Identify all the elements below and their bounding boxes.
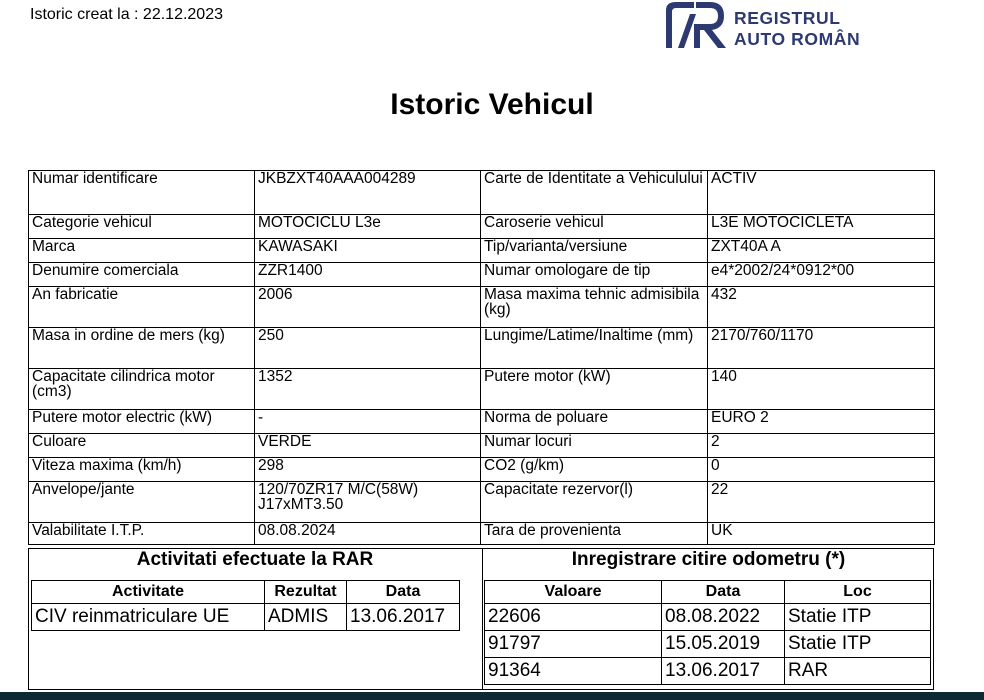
activity-header: Data	[347, 581, 460, 604]
odometer-header: Loc	[785, 581, 931, 604]
created-date: Istoric creat la : 22.12.2023	[30, 6, 223, 23]
odometer-title: Inregistrare citire odometru (*)	[571, 549, 846, 570]
field-label: Putere motor electric (kW)	[29, 410, 255, 434]
field-value: 2	[708, 434, 935, 458]
odometer-cell: Statie ITP	[785, 604, 931, 631]
vehicle-row	[29, 263, 935, 287]
vehicle-row	[29, 523, 935, 545]
activity-cell: 13.06.2017	[347, 604, 460, 631]
field-label: Numar identificare	[29, 171, 255, 215]
vehicle-row	[29, 215, 935, 239]
field-value: 08.08.2024	[255, 523, 481, 545]
field-value: EURO 2	[708, 410, 935, 434]
field-label: Categorie vehicul	[29, 215, 255, 239]
logo-line-1: REGISTRUL	[734, 8, 841, 28]
field-label: Masa in ordine de mers (kg)	[29, 328, 255, 369]
field-label: Capacitate rezervor(l)	[481, 482, 708, 523]
field-value: ZZR1400	[255, 263, 481, 287]
vehicle-row	[29, 434, 935, 458]
rar-logo-icon	[664, 0, 734, 50]
field-label: Carte de Identitate a Vehiculului	[481, 171, 708, 215]
field-value: 298	[255, 458, 481, 482]
odometer-row	[485, 604, 931, 631]
field-label: An fabricatie	[29, 287, 255, 328]
field-label: Caroserie vehicul	[481, 215, 708, 239]
field-value: 2006	[255, 287, 481, 328]
field-label: Capacitate cilindrica motor (cm3)	[29, 369, 255, 410]
field-label: Tara de provenienta	[481, 523, 708, 545]
bottom-bar	[0, 692, 984, 700]
field-label: Masa maxima tehnic admisibila (kg)	[481, 287, 708, 328]
vehicle-row	[29, 410, 935, 434]
field-label: Viteza maxima (km/h)	[29, 458, 255, 482]
field-label: Marca	[29, 239, 255, 263]
field-value: -	[255, 410, 481, 434]
field-value: UK	[708, 523, 935, 545]
activity-header: Activitate	[32, 581, 265, 604]
field-value: 120/70ZR17 M/C(58W) J17xMT3.50	[255, 482, 481, 523]
logo-wordmark	[734, 8, 860, 50]
activity-row	[32, 604, 460, 631]
activity-cell: CIV reinmatriculare UE	[32, 604, 265, 631]
odometer-row	[485, 631, 931, 658]
field-label: Anvelope/jante	[29, 482, 255, 523]
vehicle-row	[29, 328, 935, 369]
field-value: 22	[708, 482, 935, 523]
field-label: CO2 (g/km)	[481, 458, 708, 482]
odometer-row	[485, 658, 931, 685]
vehicle-row	[29, 239, 935, 263]
rar-logo	[664, 0, 884, 50]
field-label: Norma de poluare	[481, 410, 708, 434]
odometer-cell: 22606	[485, 604, 662, 631]
vehicle-row	[29, 369, 935, 410]
field-value: ACTIV	[708, 171, 935, 215]
field-value: 140	[708, 369, 935, 410]
field-label: Culoare	[29, 434, 255, 458]
odometer-header: Valoare	[485, 581, 662, 604]
field-label: Numar omologare de tip	[481, 263, 708, 287]
field-value: MOTOCICLU L3e	[255, 215, 481, 239]
activities-table	[31, 580, 460, 631]
field-label: Tip/varianta/versiune	[481, 239, 708, 263]
field-label: Denumire comerciala	[29, 263, 255, 287]
field-value: VERDE	[255, 434, 481, 458]
odometer-cell: 15.05.2019	[662, 631, 785, 658]
vehicle-row	[29, 458, 935, 482]
field-value: 1352	[255, 369, 481, 410]
odometer-cell: 08.08.2022	[662, 604, 785, 631]
field-value: L3E MOTOCICLETA	[708, 215, 935, 239]
odometer-cell: 13.06.2017	[662, 658, 785, 685]
vehicle-row	[29, 287, 935, 328]
field-value: JKBZXT40AAA004289	[255, 171, 481, 215]
field-label: Putere motor (kW)	[481, 369, 708, 410]
activities-title: Activitati efectuate la RAR	[136, 549, 374, 570]
field-value: 2170/760/1170	[708, 328, 935, 369]
field-label: Lungime/Latime/Inaltime (mm)	[481, 328, 708, 369]
odometer-cell: RAR	[785, 658, 931, 685]
activity-cell: ADMIS	[265, 604, 347, 631]
vehicle-row	[29, 171, 935, 215]
field-value: 250	[255, 328, 481, 369]
field-value: ZXT40A A	[708, 239, 935, 263]
activity-header: Rezultat	[265, 581, 347, 604]
odometer-table	[484, 580, 931, 685]
field-value: e4*2002/24*0912*00	[708, 263, 935, 287]
field-value: KAWASAKI	[255, 239, 481, 263]
vehicle-row	[29, 482, 935, 523]
field-value: 432	[708, 287, 935, 328]
page-title: Istoric Vehicul	[390, 88, 594, 121]
odometer-cell: Statie ITP	[785, 631, 931, 658]
field-label: Valabilitate I.T.P.	[29, 523, 255, 545]
vehicle-details-table	[28, 170, 935, 545]
odometer-cell: 91797	[485, 631, 662, 658]
odometer-header: Data	[662, 581, 785, 604]
field-label: Numar locuri	[481, 434, 708, 458]
field-value: 0	[708, 458, 935, 482]
odometer-cell: 91364	[485, 658, 662, 685]
logo-line-2: AUTO ROMÂN	[734, 29, 861, 49]
